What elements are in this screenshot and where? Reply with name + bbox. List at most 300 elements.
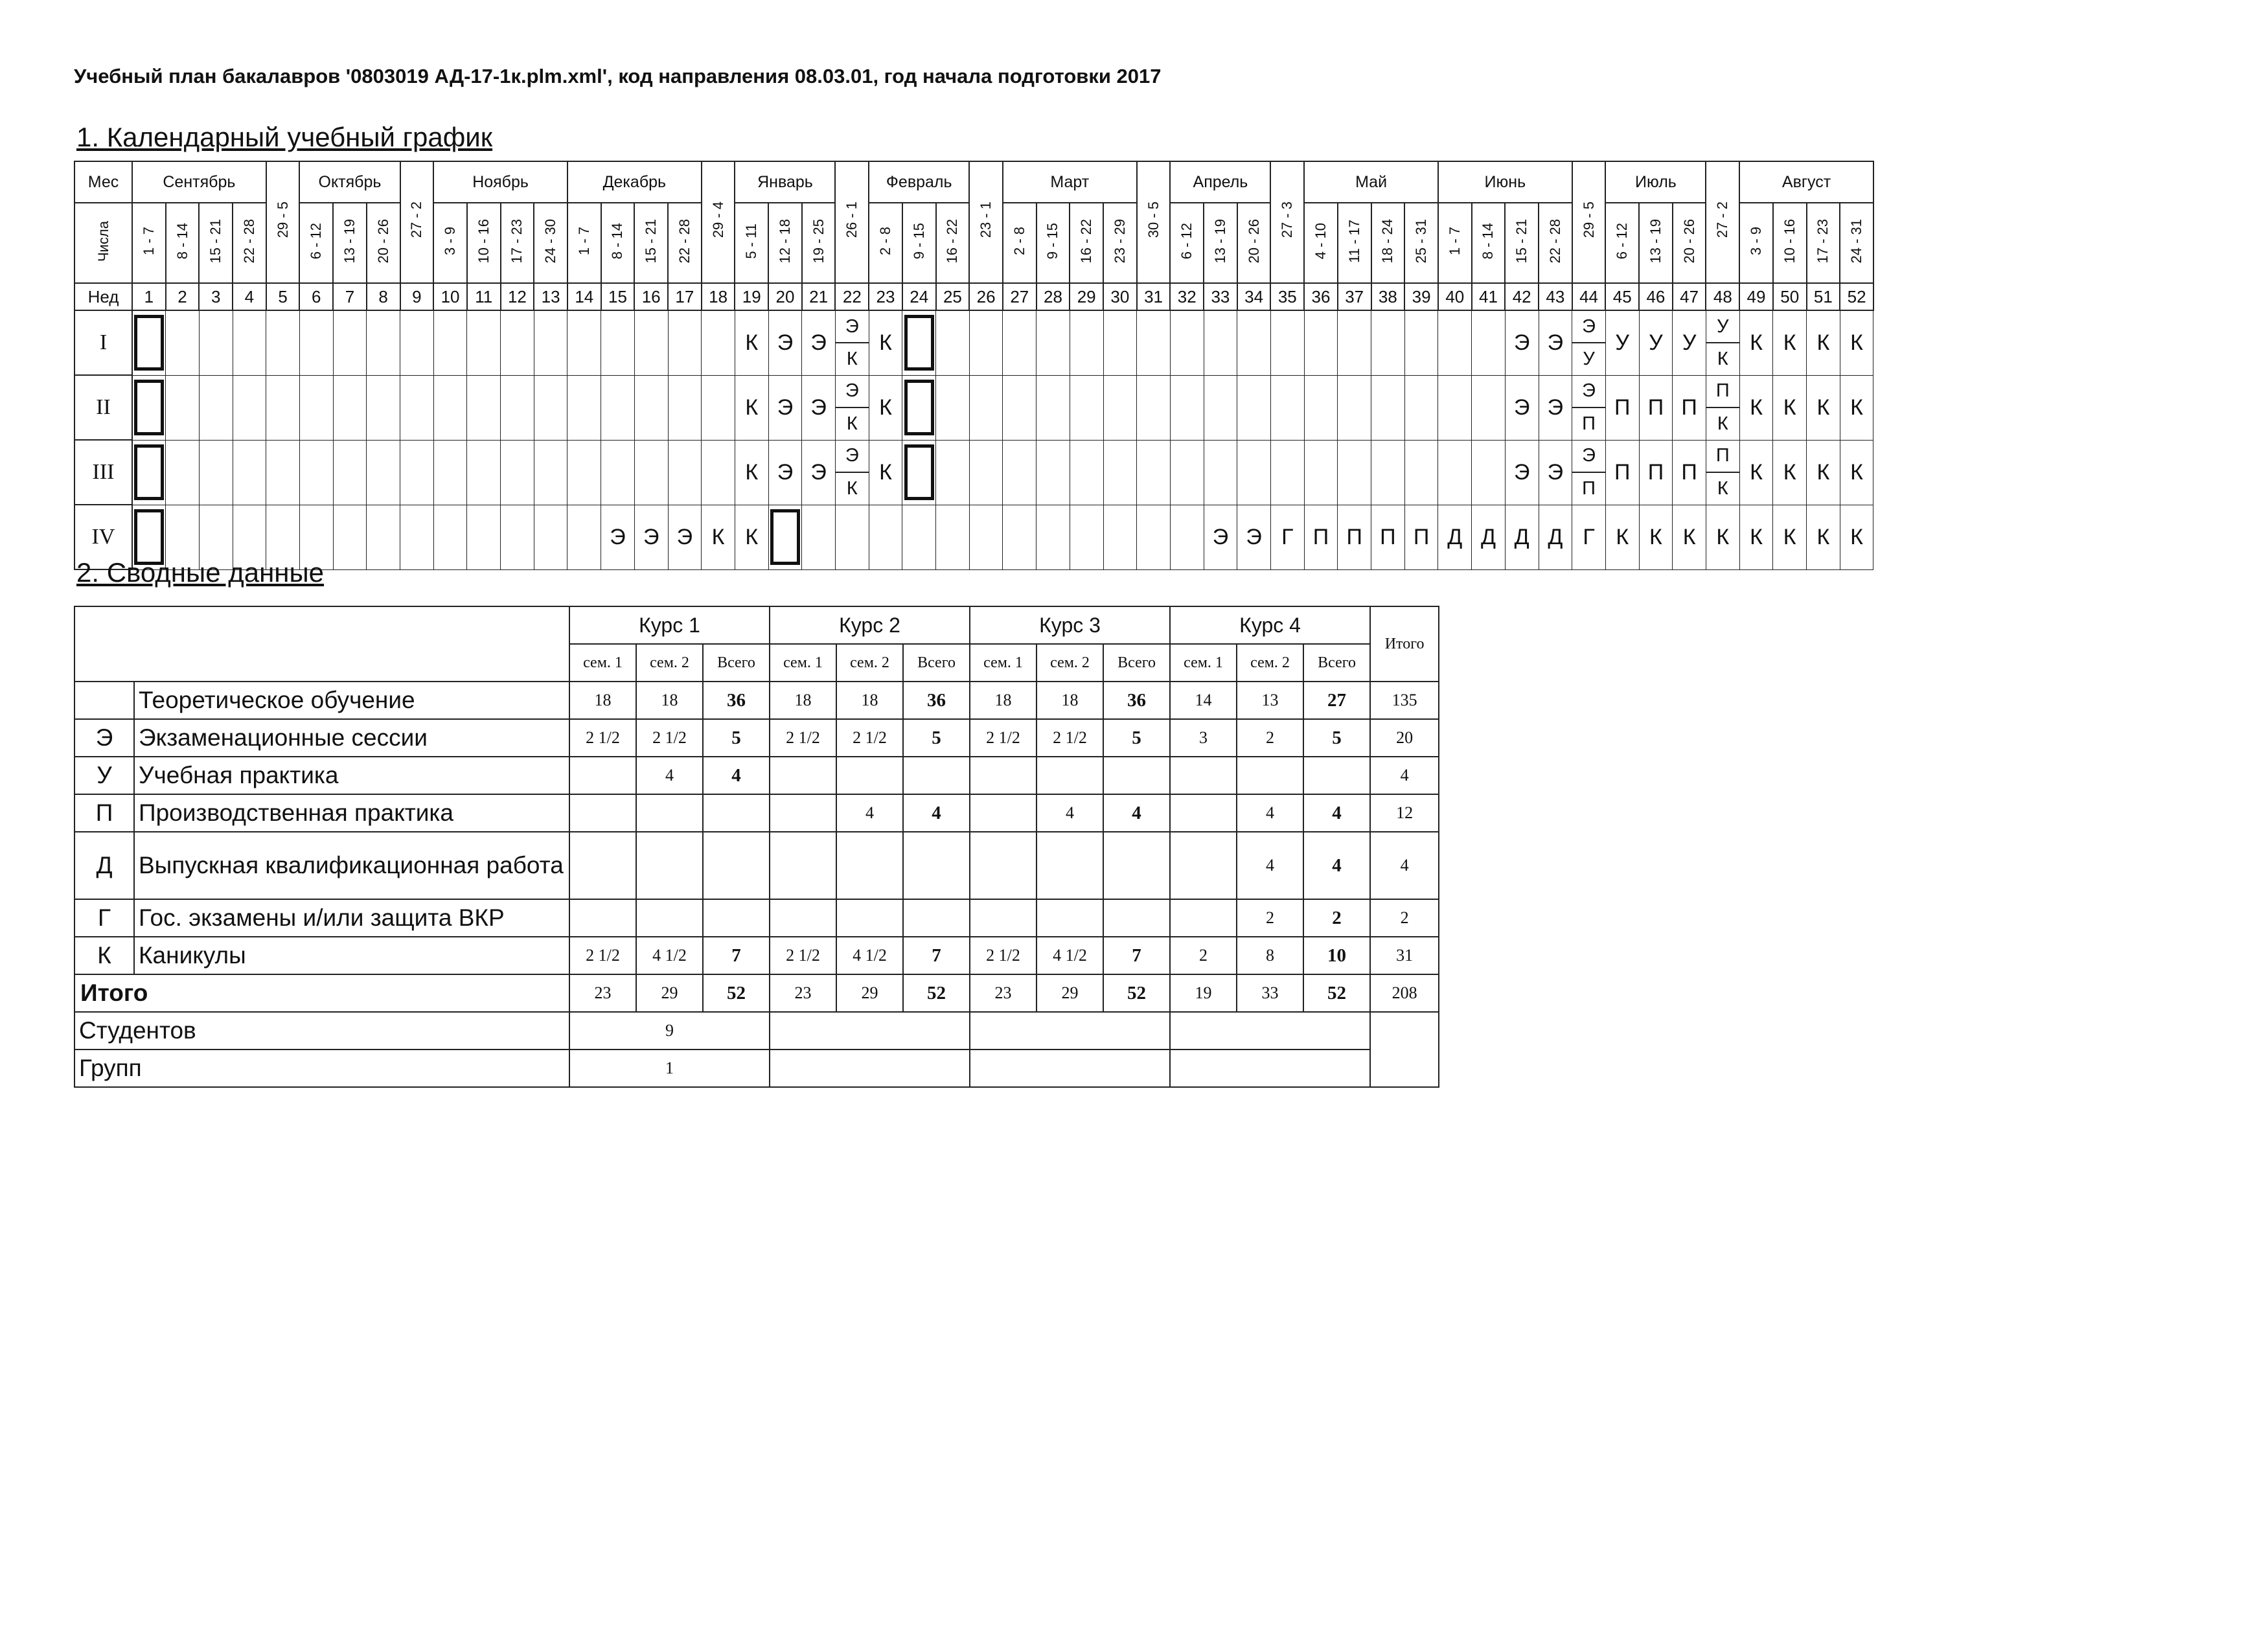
count-value: [970, 1012, 1170, 1050]
activity-name: Экзаменационные сессии: [134, 719, 569, 757]
split-activity-cell: [1706, 441, 1739, 505]
week-number-cell: 50: [1773, 283, 1807, 310]
week-dates-label: 5 - 11: [743, 224, 760, 259]
month-header: Декабрь: [567, 161, 702, 203]
section-summary-title: 2. Сводные данные: [76, 557, 325, 588]
activity-bottom: К: [1717, 413, 1728, 434]
activity-bottom: У: [1583, 348, 1595, 369]
summary-value: 14: [1170, 682, 1237, 719]
count-value: [1170, 1050, 1370, 1087]
mes-header: Мес: [74, 161, 132, 203]
schedule-cell: [233, 440, 266, 505]
schedule-cell: [1103, 505, 1137, 569]
summary-value: 4 1/2: [1037, 937, 1103, 974]
activity-code: Г: [74, 899, 134, 937]
activity-name: Теоретическое обучение: [134, 682, 569, 719]
schedule-cell: К: [1639, 505, 1673, 569]
schedule-cell: К: [1807, 440, 1840, 505]
week-dates-label: 15 - 21: [1513, 219, 1530, 264]
week-dates-label: 13 - 19: [1211, 219, 1228, 264]
count-value: [770, 1050, 970, 1087]
schedule-cell: [1103, 440, 1137, 505]
schedule-cell: [1037, 440, 1070, 505]
course-label: III: [74, 440, 132, 505]
schedule-cell: [467, 310, 501, 375]
schedule-cell: [1137, 310, 1171, 375]
activity-bottom: К: [846, 477, 858, 499]
summary-row: [74, 757, 1439, 794]
summary-value: [703, 794, 770, 832]
schedule-cell: [1204, 310, 1237, 375]
summary-value: [703, 832, 770, 899]
schedule-cell: [199, 440, 233, 505]
summary-header-row: [74, 606, 1439, 644]
schedule-cell: [969, 375, 1003, 440]
split-activity-cell: [1706, 376, 1739, 440]
summary-value: 4: [1370, 832, 1439, 899]
week-number-cell: 11: [467, 283, 501, 310]
activity-code: П: [74, 794, 134, 832]
week-dates-label: 9 - 15: [910, 223, 927, 260]
schedule-cell: [1270, 440, 1304, 505]
kurs-header: Курс 4: [1170, 606, 1370, 644]
highlighted-week-box: [904, 444, 934, 500]
week-dates-label: 6 - 12: [1614, 223, 1631, 260]
schedule-cell: [1706, 440, 1739, 505]
highlighted-week-box: [134, 315, 164, 371]
summary-value: 18: [636, 682, 703, 719]
summary-value: 18: [836, 682, 903, 719]
total-value: 52: [903, 974, 970, 1012]
week-dates-cell: [233, 203, 266, 283]
schedule-cell: [467, 440, 501, 505]
schedule-cell: [634, 310, 668, 375]
schedule-cell: [768, 505, 802, 569]
schedule-cell: [1338, 440, 1371, 505]
schedule-cell: [1404, 310, 1438, 375]
month-transition-cell: [1137, 161, 1171, 283]
week-dates-cell: [1438, 203, 1472, 283]
week-number-cell: 24: [902, 283, 936, 310]
semester-header: сем. 1: [970, 644, 1037, 682]
activity-top: Э: [836, 311, 869, 343]
week-dates-cell: [869, 203, 902, 283]
week-dates-label: 15 - 21: [207, 219, 224, 264]
summary-value: 7: [703, 937, 770, 974]
semester-header: сем. 1: [770, 644, 836, 682]
summary-value: 31: [1370, 937, 1439, 974]
summary-row: [74, 719, 1439, 757]
summary-value: 2 1/2: [636, 719, 703, 757]
summary-value: 4: [1237, 794, 1303, 832]
activity-bottom: К: [846, 348, 858, 369]
schedule-cell: [1338, 310, 1371, 375]
schedule-cell: К: [702, 505, 735, 569]
summary-value: 36: [903, 682, 970, 719]
schedule-cell: К: [1807, 375, 1840, 440]
activity-bottom: П: [1582, 477, 1596, 499]
summary-value: 4 1/2: [836, 937, 903, 974]
summary-row: [74, 937, 1439, 974]
summary-value: 12: [1370, 794, 1439, 832]
schedule-cell: [1003, 310, 1037, 375]
schedule-cell: Э: [1237, 505, 1271, 569]
schedule-cell: К: [1739, 375, 1773, 440]
summary-total-row: [74, 974, 1439, 1012]
schedule-cell: [1137, 505, 1171, 569]
summary-value: 2: [1237, 899, 1303, 937]
week-number-cell: 46: [1639, 283, 1673, 310]
semester-header: сем. 2: [1237, 644, 1303, 682]
schedule-cell: У: [1639, 310, 1673, 375]
week-dates-cell: [1204, 203, 1237, 283]
calendar-schedule-table: [74, 161, 1874, 570]
schedule-cell: [1706, 310, 1739, 375]
week-dates-label: 1 - 7: [140, 227, 157, 256]
month-transition-cell: [266, 161, 300, 283]
week-dates-cell: [1070, 203, 1103, 283]
month-header: Июнь: [1438, 161, 1572, 203]
activity-top: У: [1706, 311, 1739, 343]
month-header: Июль: [1605, 161, 1706, 203]
month-transition-label: 23 - 1: [978, 201, 994, 238]
summary-value: [770, 757, 836, 794]
schedule-cell: [1137, 440, 1171, 505]
week-number-cell: 10: [433, 283, 467, 310]
schedule-cell: Э: [1539, 375, 1572, 440]
week-dates-label: 18 - 24: [1379, 219, 1396, 264]
count-value: 9: [569, 1012, 770, 1050]
summary-value: [970, 757, 1037, 794]
schedule-cell: Д: [1539, 505, 1572, 569]
week-dates-label: 20 - 26: [1245, 219, 1262, 264]
split-activity-cell: [836, 441, 869, 505]
week-dates-cell: [735, 203, 768, 283]
week-dates-cell: [668, 203, 702, 283]
week-number-cell: 17: [668, 283, 702, 310]
schedule-cell: Д: [1505, 505, 1539, 569]
schedule-cell: [467, 375, 501, 440]
week-dates-cell: [166, 203, 200, 283]
schedule-cell: К: [1773, 375, 1807, 440]
schedule-cell: К: [735, 310, 768, 375]
summary-value: [903, 757, 970, 794]
section-calendar-title: 1. Календарный учебный график: [76, 122, 493, 152]
schedule-cell: [433, 505, 467, 569]
week-number-cell: 20: [768, 283, 802, 310]
week-dates-label: 15 - 21: [643, 219, 659, 264]
total-value: 52: [703, 974, 770, 1012]
groups-row: [74, 1050, 1439, 1087]
week-dates-cell: [1539, 203, 1572, 283]
summary-value: [636, 832, 703, 899]
week-dates-label: 6 - 12: [308, 223, 325, 260]
schedule-cell: [1070, 375, 1103, 440]
activity-name: Гос. экзамены и/или защита ВКР: [134, 899, 569, 937]
month-transition-label: 29 - 5: [274, 201, 291, 238]
summary-value: 4 1/2: [636, 937, 703, 974]
schedule-cell: [1103, 310, 1137, 375]
week-number-cell: 34: [1237, 283, 1271, 310]
schedule-cell: [1371, 375, 1405, 440]
week-number-cell: 44: [1572, 283, 1606, 310]
schedule-cell: [1003, 505, 1037, 569]
schedule-cell: Э: [668, 505, 702, 569]
week-number-cell: 22: [835, 283, 869, 310]
week-dates-cell: [333, 203, 367, 283]
schedule-cell: К: [869, 440, 902, 505]
summary-value: 36: [1103, 682, 1170, 719]
split-activity-cell: [1706, 311, 1739, 375]
week-number-cell: 29: [1070, 283, 1103, 310]
activity-code: [74, 682, 134, 719]
summary-value: 2 1/2: [970, 937, 1037, 974]
schedule-cell: Э: [601, 505, 635, 569]
week-dates-label: 1 - 7: [575, 227, 592, 256]
week-dates-cell: [501, 203, 534, 283]
week-number-cell: 13: [534, 283, 567, 310]
activity-name: Производственная практика: [134, 794, 569, 832]
week-dates-label: 1 - 7: [1446, 227, 1463, 256]
summary-value: 2: [1237, 719, 1303, 757]
total-value: 33: [1237, 974, 1303, 1012]
summary-value: 5: [903, 719, 970, 757]
summary-value: [569, 832, 636, 899]
schedule-cell: К: [1807, 310, 1840, 375]
summary-value: 27: [1303, 682, 1370, 719]
summary-value: [1170, 832, 1237, 899]
schedule-cell: [1438, 440, 1472, 505]
count-value: 1: [569, 1050, 770, 1087]
month-header: Март: [1003, 161, 1137, 203]
summary-value: 2: [1303, 899, 1370, 937]
summary-value: [1303, 757, 1370, 794]
week-dates-cell: [1739, 203, 1773, 283]
week-dates-cell: [367, 203, 400, 283]
schedule-cell: Г: [1270, 505, 1304, 569]
semester-header: сем. 2: [836, 644, 903, 682]
week-dates-cell: [467, 203, 501, 283]
week-number-cell: 42: [1505, 283, 1539, 310]
schedule-cell: [1003, 440, 1037, 505]
schedule-cell: [400, 310, 434, 375]
month-transition-cell: [1706, 161, 1739, 283]
week-number-cell: 8: [367, 283, 400, 310]
schedule-cell: Э: [802, 375, 836, 440]
summary-value: [1037, 757, 1103, 794]
schedule-cell: [1371, 440, 1405, 505]
week-dates-cell: [1404, 203, 1438, 283]
schedule-cell: [1270, 310, 1304, 375]
schedule-cell: [1572, 440, 1606, 505]
schedule-cell: [299, 375, 333, 440]
week-dates-label: 20 - 26: [374, 219, 391, 264]
summary-value: 8: [1237, 937, 1303, 974]
total-value: 29: [836, 974, 903, 1012]
summary-value: [770, 832, 836, 899]
schedule-cell: [266, 440, 300, 505]
schedule-cell: [333, 505, 367, 569]
week-number-cell: 43: [1539, 283, 1572, 310]
count-value: [770, 1012, 970, 1050]
schedule-cell: [936, 440, 970, 505]
week-number-cell: 41: [1472, 283, 1506, 310]
semester-header: Всего: [703, 644, 770, 682]
month-transition-cell: [702, 161, 735, 283]
summary-value: 2 1/2: [569, 937, 636, 974]
schedule-cell: К: [1773, 310, 1807, 375]
week-number-cell: 6: [299, 283, 333, 310]
schedule-cell: [1472, 375, 1506, 440]
week-dates-cell: [634, 203, 668, 283]
summary-value: [970, 899, 1037, 937]
schedule-cell: [1438, 375, 1472, 440]
summary-value: 18: [770, 682, 836, 719]
schedule-cell: [1572, 310, 1606, 375]
week-dates-cell: [534, 203, 567, 283]
schedule-cell: [1170, 375, 1204, 440]
total-value: 23: [569, 974, 636, 1012]
summary-value: 4: [1037, 794, 1103, 832]
week-number-cell: 37: [1338, 283, 1371, 310]
summary-value: 2 1/2: [970, 719, 1037, 757]
week-dates-label: 24 - 31: [1848, 219, 1865, 264]
schedule-cell: Э: [768, 310, 802, 375]
week-number-cell: 3: [199, 283, 233, 310]
schedule-cell: [1103, 375, 1137, 440]
week-dates-cell: [1170, 203, 1204, 283]
total-label: Итого: [74, 974, 569, 1012]
activity-code: Э: [74, 719, 134, 757]
week-number-cell: 33: [1204, 283, 1237, 310]
schedule-cell: [199, 375, 233, 440]
week-number-cell: 28: [1037, 283, 1070, 310]
week-number-cell: 25: [936, 283, 970, 310]
kurs-header: Курс 1: [569, 606, 770, 644]
calendar-month-row: [74, 161, 1873, 203]
summary-value: [1170, 757, 1237, 794]
week-dates-cell: [299, 203, 333, 283]
schedule-cell: К: [1773, 505, 1807, 569]
summary-value: 2 1/2: [836, 719, 903, 757]
schedule-cell: Д: [1438, 505, 1472, 569]
week-number-cell: 19: [735, 283, 768, 310]
schedule-cell: [501, 310, 534, 375]
schedule-cell: [1404, 375, 1438, 440]
schedule-cell: [567, 440, 601, 505]
week-dates-cell: [1338, 203, 1371, 283]
summary-value: [569, 899, 636, 937]
week-dates-cell: [1003, 203, 1037, 283]
summary-value: 10: [1303, 937, 1370, 974]
schedule-cell: [199, 310, 233, 375]
summary-value: 5: [1103, 719, 1170, 757]
total-value: 29: [636, 974, 703, 1012]
summary-value: 4: [903, 794, 970, 832]
week-number-cell: 14: [567, 283, 601, 310]
schedule-cell: Г: [1572, 505, 1606, 569]
schedule-cell: [1070, 505, 1103, 569]
week-dates-cell: [1037, 203, 1070, 283]
schedule-cell: [702, 310, 735, 375]
schedule-cell: [367, 310, 400, 375]
schedule-cell: [902, 375, 936, 440]
week-number-cell: 27: [1003, 283, 1037, 310]
schedule-cell: Э: [1505, 375, 1539, 440]
activity-code: К: [74, 937, 134, 974]
schedule-cell: П: [1639, 375, 1673, 440]
schedule-cell: [299, 440, 333, 505]
summary-value: 4: [836, 794, 903, 832]
schedule-cell: У: [1673, 310, 1706, 375]
summary-value: 5: [703, 719, 770, 757]
summary-value: [770, 794, 836, 832]
ned-header: Нед: [74, 283, 132, 310]
summary-value: 2: [1170, 937, 1237, 974]
schedule-cell: П: [1605, 375, 1639, 440]
schedule-cell: Э: [1539, 440, 1572, 505]
summary-value: [636, 794, 703, 832]
schedule-cell: П: [1605, 440, 1639, 505]
week-dates-label: 20 - 26: [1680, 219, 1697, 264]
schedule-cell: Э: [802, 440, 836, 505]
schedule-cell: [634, 440, 668, 505]
month-transition-label: 27 - 3: [1279, 201, 1296, 238]
course-label: I: [74, 310, 132, 375]
summary-value: [836, 899, 903, 937]
week-number-cell: 12: [501, 283, 534, 310]
month-transition-cell: [400, 161, 434, 283]
semester-header: Всего: [1103, 644, 1170, 682]
week-dates-cell: [1371, 203, 1405, 283]
summary-value: 2 1/2: [770, 719, 836, 757]
activity-top: Э: [836, 441, 869, 474]
week-number-cell: 4: [233, 283, 266, 310]
schedule-cell: К: [1840, 310, 1873, 375]
summary-value: [1237, 757, 1303, 794]
schedule-cell: К: [1673, 505, 1706, 569]
month-header: Сентябрь: [132, 161, 266, 203]
schedule-cell: К: [735, 505, 768, 569]
activity-code: У: [74, 757, 134, 794]
week-number-cell: 7: [333, 283, 367, 310]
total-value: 29: [1037, 974, 1103, 1012]
highlighted-week-box: [134, 444, 164, 500]
schedule-cell: К: [735, 375, 768, 440]
schedule-cell: К: [869, 375, 902, 440]
week-number-cell: 21: [802, 283, 836, 310]
schedule-cell: [902, 505, 936, 569]
total-value: 19: [1170, 974, 1237, 1012]
schedule-cell: [567, 375, 601, 440]
week-number-cell: 32: [1170, 283, 1204, 310]
schedule-cell: [936, 375, 970, 440]
highlighted-week-box: [904, 315, 934, 371]
schedule-cell: К: [1706, 505, 1739, 569]
week-number-cell: 26: [969, 283, 1003, 310]
week-dates-label: 16 - 22: [944, 219, 961, 264]
schedule-cell: Э: [768, 440, 802, 505]
semester-header: сем. 1: [1170, 644, 1237, 682]
course-label: IV: [74, 505, 132, 569]
summary-value: [1103, 899, 1170, 937]
month-transition-label: 27 - 2: [1714, 201, 1731, 238]
week-number-cell: 39: [1404, 283, 1438, 310]
chisla-label: Числа: [95, 220, 111, 262]
schedule-cell: П: [1371, 505, 1405, 569]
schedule-cell: [534, 310, 567, 375]
schedule-cell: К: [1739, 505, 1773, 569]
